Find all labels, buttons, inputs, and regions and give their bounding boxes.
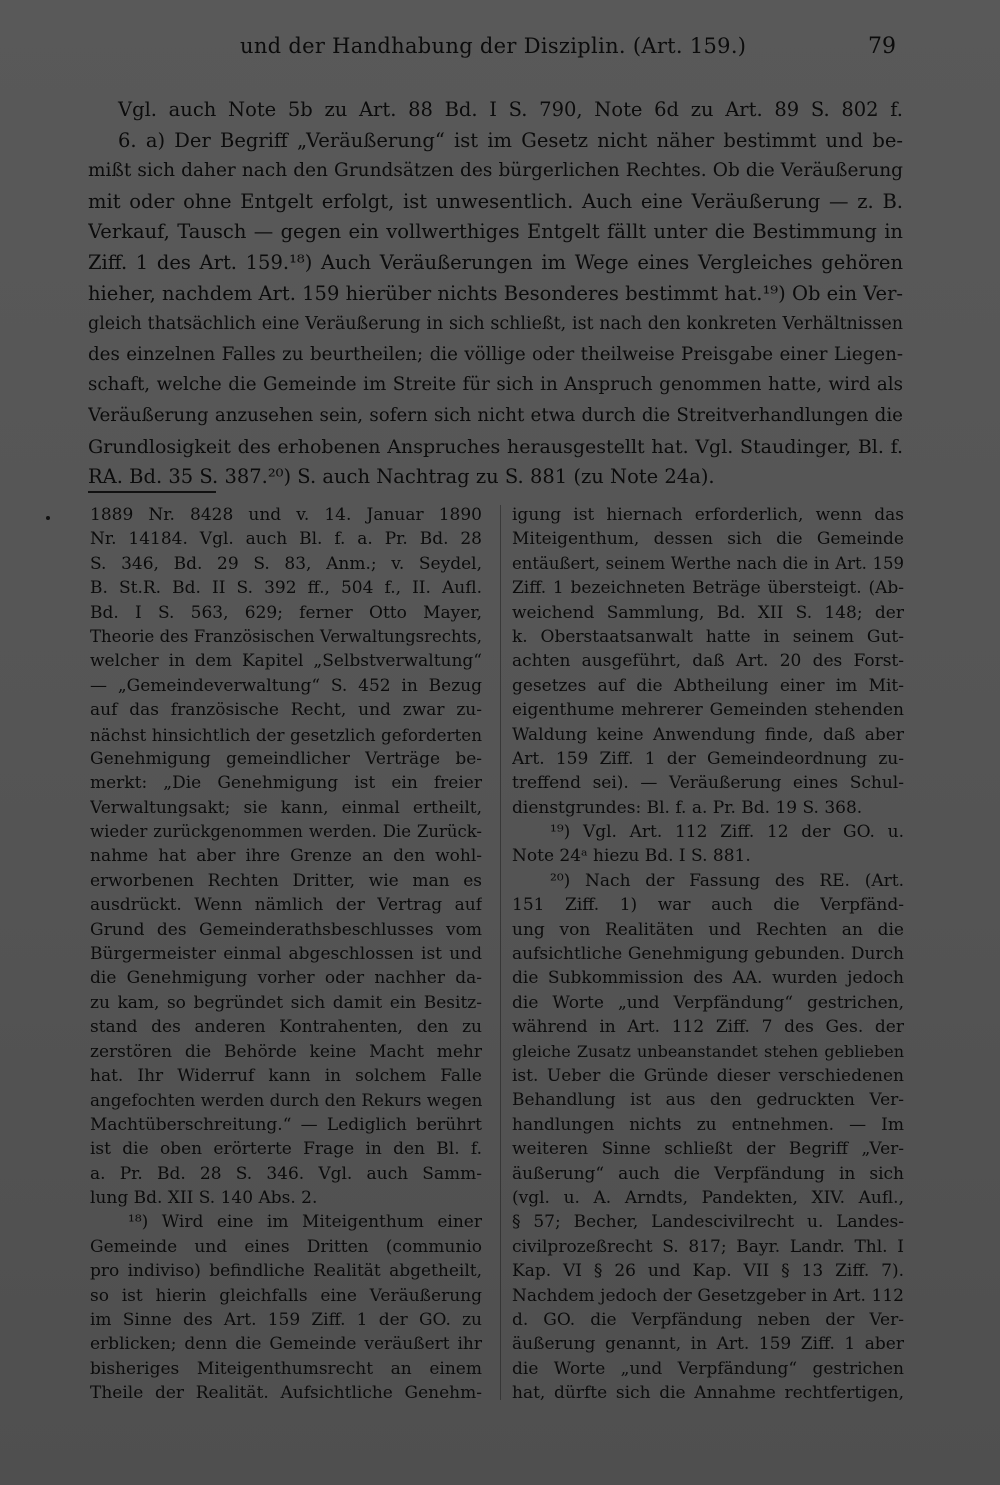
footnote-line: 151 Ziff. 1) war auch die Verpfänd-: [512, 895, 904, 916]
footnote-line: igung ist hiernach erforderlich, wenn das: [512, 505, 904, 525]
footnote-line: Bd. I S. 563, 629; ferner Otto Mayer,: [90, 602, 482, 623]
footnote-line: Art. 159 Ziff. 1 der Gemeindeordnung zu-: [512, 748, 904, 769]
footnote-line: § 57; Becher, Landescivilrecht u. Landes-: [512, 1212, 904, 1233]
footnote-line: B. St.R. Bd. II S. 392 ff., 504 f., II. Aufl.: [90, 578, 482, 599]
main-text-line: hieher, nachdem Art. 159 hierüber nichts Besonderes bestimmt hat.¹⁹) Ob ein Ver-: [88, 281, 903, 305]
footnote-line: auf das französische Recht, und zwar zu-: [90, 700, 482, 721]
footnote-line: weiteren Sinne schließt der Begriff „Ver-: [512, 1139, 904, 1160]
footnote-line: stand des anderen Kontrahenten, den zu: [90, 1017, 482, 1038]
footnote-line: Theile der Realität. Aufsichtliche Genehm-: [90, 1383, 482, 1404]
footnote-line: pro indiviso) befindliche Realität abgetheilt,: [90, 1261, 482, 1282]
footnote-line: 1889 Nr. 8428 und v. 14. Januar 1890: [90, 505, 482, 525]
main-text-line: Ziff. 1 des Art. 159.¹⁸) Auch Veräußerungen im Wege eines Vergleiches gehören: [88, 250, 903, 274]
footnote-line: achten ausgeführt, daß Art. 20 des Forst-: [512, 651, 904, 672]
main-text-line: schaft, welche die Gemeinde im Streite für sich in Anspruch genommen hatte, wird als: [88, 374, 903, 396]
footnote-line: Genehmigung gemeindlicher Verträge be-: [90, 748, 482, 769]
main-text-line: Veräußerung anzusehen sein, sofern sich nicht etwa durch die Streitverhandlungen die: [88, 404, 903, 426]
footnote-line: nahme hat aber ihre Grenze an den wohl-: [90, 846, 482, 867]
footnote-line: Nachdem jedoch der Gesetzgeber in Art. 112: [512, 1285, 904, 1306]
main-text-line: Vgl. auch Note 5b zu Art. 88 Bd. I S. 790, Note 6d zu Art. 89 S. 802 f.: [118, 98, 903, 121]
footnote-line: Miteigenthum, dessen sich die Gemeinde: [512, 529, 904, 550]
footnote-line: Behandlung ist aus den gedruckten Ver-: [512, 1090, 904, 1111]
footnote-line: entäußert, seinem Werthe nach die in Art. 159: [512, 553, 904, 573]
footnote-line: Ziff. 1 bezeichneten Beträge übersteigt. (Ab-: [512, 578, 904, 599]
footnote-line: Gemeinde und eines Dritten (communio: [90, 1236, 482, 1257]
footnote-line: Note 24ᵃ hiezu Bd. I S. 881.: [512, 846, 751, 867]
main-text-line: Verkauf, Tausch — gegen ein vollwerthiges Entgelt fällt unter die Bestimmung in: [88, 220, 903, 244]
footnote-line: ausdrückt. Wenn nämlich der Vertrag auf: [90, 895, 482, 916]
footnote-line: merkt: „Die Genehmigung ist ein freier: [90, 773, 482, 794]
footnote-line: S. 346, Bd. 29 S. 83, Anm.; v. Seydel,: [90, 553, 482, 574]
footnote-line: während in Art. 112 Ziff. 7 des Ges. der: [512, 1017, 904, 1038]
footnote-20-start: ²⁰) Nach der Fassung des RE. (Art.: [550, 870, 904, 891]
footnote-line: hat. Ihr Widerruf kann in solchem Falle: [90, 1065, 482, 1086]
footnote-line: k. Oberstaatsanwalt hatte in seinem Gut-: [512, 626, 904, 647]
footnote-line: äußerung genannt, in Art. 159 Ziff. 1 aber: [512, 1334, 904, 1355]
main-text-line: des einzelnen Falles zu beurtheilen; die völlige oder theilweise Preisgabe einer Liegen-: [88, 343, 903, 365]
footnote-line: Machtüberschreitung.“ — Lediglich berührt: [90, 1114, 482, 1135]
footnote-line: ung von Realitäten und Rechten an die: [512, 919, 904, 940]
footnote-line: Theorie des Französischen Verwaltungsrechts,: [90, 626, 482, 646]
footnote-line: Verwaltungsakt; sie kann, einmal ertheilt,: [90, 797, 482, 818]
footnote-line: bisheriges Miteigenthumsrecht an einem: [90, 1358, 482, 1379]
footnote-separator-rule: [88, 491, 216, 493]
footnote-line: angefochten werden durch den Rekurs wegen: [90, 1090, 482, 1111]
footnote-line: wieder zurückgenommen werden. Die Zurück-: [90, 822, 482, 842]
footnote-line: erworbenen Rechten Dritter, wie man es: [90, 870, 482, 891]
footnote-19-start: ¹⁹) Vgl. Art. 112 Ziff. 12 der GO. u.: [550, 822, 904, 843]
footnote-line: lung Bd. XII S. 140 Abs. 2.: [90, 1187, 318, 1208]
footnote-line: die Worte „und Verpfändung“ gestrichen,: [512, 992, 904, 1013]
footnote-line: d. GO. die Verpfändung neben der Ver-: [512, 1309, 904, 1330]
footnotes-left-column: [90, 503, 482, 1405]
footnote-line: weichend Sammlung, Bd. XII S. 148; der: [512, 602, 904, 623]
footnote-line: die Subkommission des AA. wurden jedoch: [512, 968, 904, 989]
footnote-line: zerstören die Behörde keine Macht mehr: [90, 1041, 482, 1062]
footnote-line: äußerung“ auch die Verpfändung in sich: [512, 1163, 904, 1184]
footnote-line: hat, dürfte sich die Annahme rechtfertigen,: [512, 1383, 904, 1404]
running-title: und der Handhabung der Disziplin. (Art. 159.): [240, 34, 747, 58]
main-text-line: Grundlosigkeit des erhobenen Anspruches herausgestellt hat. Vgl. Staudinger, Bl. f.: [88, 435, 903, 458]
footnote-line: a. Pr. Bd. 28 S. 346. Vgl. auch Samm-: [90, 1163, 482, 1184]
main-text-line: RA. Bd. 35 S. 387.²⁰) S. auch Nachtrag zu S. 881 (zu Note 24a).: [88, 465, 715, 489]
footnote-line: — „Gemeindeverwaltung“ S. 452 in Bezug: [90, 675, 482, 696]
footnote-line: gesetzes auf die Abtheilung einer im Mit-: [512, 675, 904, 696]
footnotes-right-column: [512, 503, 904, 1405]
footnote-line: aufsichtliche Genehmigung gebunden. Durch: [512, 944, 904, 965]
footnote-18-start: ¹⁸) Wird eine im Miteigenthum einer: [128, 1212, 482, 1233]
footnote-line: Grund des Gemeinderathsbeschlusses vom: [90, 919, 482, 940]
footnote-line: nächst hinsichtlich der gesetzlich geforderten: [90, 724, 482, 745]
main-text-line: mißt sich daher nach den Grundsätzen des bürgerlichen Rechtes. Ob die Veräußerung: [88, 160, 903, 182]
footnote-line: gleiche Zusatz unbeanstandet stehen geblieben: [512, 1041, 904, 1061]
footnote-line: handlungen nichts zu entnehmen. — Im: [512, 1114, 904, 1135]
column-divider: [500, 505, 501, 1400]
footnote-line: dienstgrundes: Bl. f. a. Pr. Bd. 19 S. 368.: [512, 797, 863, 818]
footnote-line: zu kam, so begründet sich damit ein Besitz-: [90, 992, 482, 1013]
footnote-line: die Worte „und Verpfändung“ gestrichen: [512, 1358, 904, 1379]
footnote-line: Bürgermeister einmal abgeschlossen ist und: [90, 944, 482, 965]
footnote-line: (vgl. u. A. Arndts, Pandekten, XIV. Aufl.,: [512, 1187, 904, 1208]
footnote-line: eigenthume mehrerer Gemeinden stehenden: [512, 700, 904, 721]
footnote-line: die Genehmigung vorher oder nachher da-: [90, 968, 482, 989]
page-number: 79: [868, 34, 896, 59]
footnote-line: im Sinne des Art. 159 Ziff. 1 der GO. zu: [90, 1309, 482, 1330]
main-text-block: [88, 95, 903, 493]
footnote-line: Nr. 14184. Vgl. auch Bl. f. a. Pr. Bd. 28: [90, 529, 482, 550]
main-text-line: 6. a) Der Begriff „Veräußerung“ ist im Gesetz nicht näher bestimmt und be-: [118, 128, 903, 152]
footnote-line: Kap. VI § 26 und Kap. VII § 13 Ziff. 7).: [512, 1261, 904, 1282]
footnote-line: treffend sei). — Veräußerung eines Schul-: [512, 773, 904, 794]
main-text-line: gleich thatsächlich eine Veräußerung in sich schließt, ist nach den konkreten Verhältnissen: [88, 314, 903, 335]
main-text-line: mit oder ohne Entgelt erfolgt, ist unwesentlich. Auch eine Veräußerung — z. B.: [88, 189, 903, 213]
footnote-line: ist die oben erörterte Frage in den Bl. f.: [90, 1139, 482, 1160]
footnote-line: ist. Ueber die Gründe dieser verschiedenen: [512, 1065, 904, 1086]
footnote-line: civilprozeßrecht S. 817; Bayr. Landr. Thl. I: [512, 1236, 904, 1257]
footnote-line: welcher in dem Kapitel „Selbstverwaltung“: [90, 651, 482, 672]
footnote-line: Waldung keine Anwendung finde, daß aber: [512, 724, 904, 745]
margin-mark: [46, 516, 50, 520]
footnote-line: erblicken; denn die Gemeinde veräußert ihr: [90, 1334, 482, 1355]
footnote-line: so ist hierin gleichfalls eine Veräußerung: [90, 1285, 482, 1306]
